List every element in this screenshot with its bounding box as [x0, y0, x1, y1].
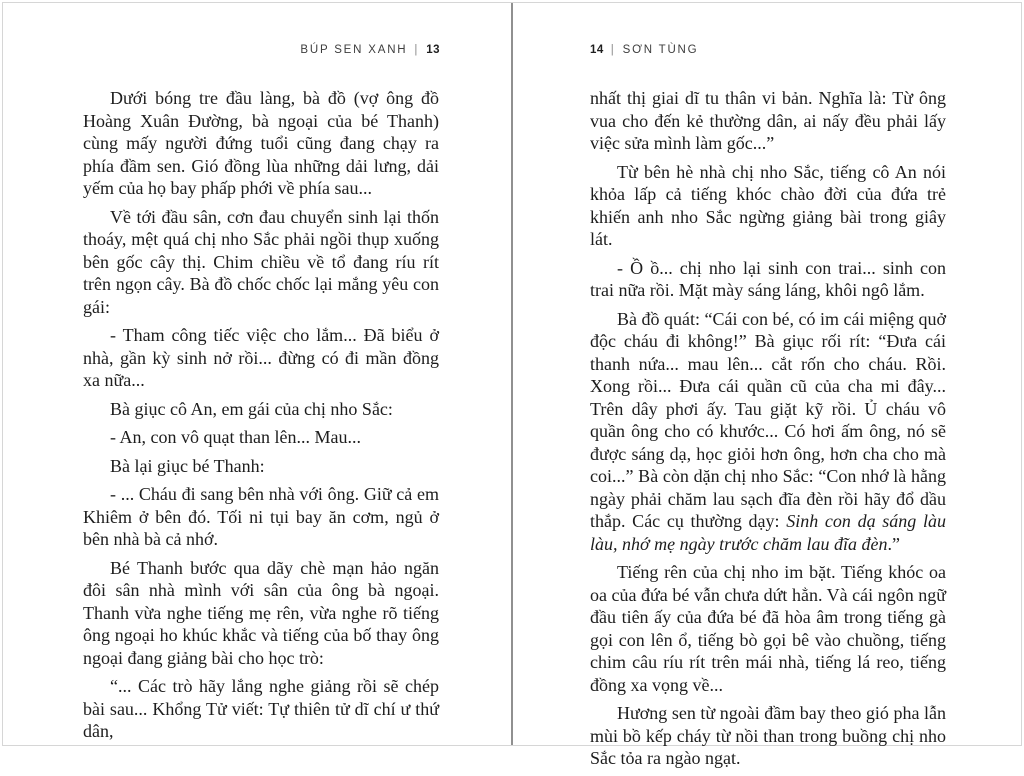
- paragraph: - Tham công tiếc việc cho lắm... Đã biểu ở nhà, gần kỳ sinh nở rồi... đừng có đi mần đồng xa nữa...: [83, 325, 439, 390]
- page-right: [513, 3, 1021, 768]
- paragraph: Tiếng rên của chị nho im bặt. Tiếng khóc oa oa của đứa bé vẫn chưa dứt hẳn. Và cái ngôn ngữ đầu tiên ấy của đứa bé đã hòa âm trong tiếng gà gọi con lên ổ, tiếng bò gọi bê vào chuồng, tiếng chim câu ríu rít trên mái nhà, tiếng lá reo, tiếng đồng xa vọng về...: [590, 562, 946, 695]
- page-left: [3, 3, 511, 745]
- quote-text-after: .”: [887, 533, 900, 554]
- book-title: BÚP SEN XANH: [300, 44, 408, 56]
- page-number-left: 13: [426, 44, 440, 56]
- right-page-text: [590, 87, 946, 776]
- paragraph: “... Các trò hãy lắng nghe giảng rồi sẽ chép bài sau... Khổng Tử viết: Tự thiên tử dĩ chí ư thứ dân,: [83, 676, 439, 741]
- header-separator: |: [610, 44, 616, 56]
- paragraph: Dưới bóng tre đầu làng, bà đồ (vợ ông đồ Hoàng Xuân Đường, bà ngoại của bé Thanh) cùng mấy người đứng tuổi cũng đang chạy ra phía đầm sen. Gió đồng lùa những dải lưng, dải yếm của họ bay phấp phới về phía sau...: [83, 88, 439, 198]
- paragraph-with-quote: [590, 308, 946, 556]
- paragraph: Về tới đầu sân, cơn đau chuyển sinh lại thốn thoáy, mệt quá chị nho Sắc phải ngồi thụp xuống bên gốc cây thị. Chim chiều về tổ đang ríu rít trên ngọn cây. Bà đồ chốc chốc lại mắng yêu con gái:: [83, 206, 439, 317]
- paragraph: Bé Thanh bước qua dãy chè mạn hảo ngăn đôi sân nhà mình với sân của ông bà ngoại. Thanh vừa nghe tiếng mẹ rên, vừa nghe rõ tiếng ông ngoại ho khúc khắc và tiếng của bố thay ông ngoại đang giảng bài cho học trò:: [83, 557, 439, 668]
- page-number-right: 14: [590, 44, 604, 56]
- book-spread: [2, 2, 1022, 768]
- author-name: SƠN TÙNG: [622, 44, 699, 56]
- header-separator: |: [414, 44, 420, 56]
- paragraph: - ... Cháu đi sang bên nhà với ông. Giữ cả em Khiêm ở bên đó. Tối ni tụi bay ăn cơm, ngủ ở bên nhà bà cả nhớ.: [83, 484, 439, 549]
- paragraph-continuation: nhất thị giai dĩ tu thân vi bản. Nghĩa là: Từ ông vua cho đến kẻ thường dân, ai nấy đều phải lấy việc sửa mình làm gốc...”: [590, 88, 946, 153]
- left-page-text: [83, 87, 439, 749]
- right-running-header: [590, 44, 698, 56]
- paragraph: Bà lại giục bé Thanh:: [110, 455, 265, 476]
- quote-text-before: Bà đồ quát: “Cái con bé, có im cái miệng quở độc cháu đi không!” Bà giục rối rít: “Đưa cái thanh nứa... mau lên... cắt rốn cho cháu. Rồi. Xong rồi... Đưa cái quần cũ của cha mi đây... Trên dây phơi ấy. Tau giặt kỹ rồi. Ủ cháu vô quần ông cho có khước... Có hơi ấm ông, nó sẽ được sáng dạ, học giỏi hơn ông, hơn cha cho mà coi...” Bà còn dặn chị nho Sắc: “Con nhớ là hằng ngày phải chăm lau sạch đĩa đèn rồi hãy đổ dầu thắp. Các cụ thường dạy:: [590, 308, 946, 531]
- paragraph: Hương sen từ ngoài đầm bay theo gió pha lẫn mùi bồ kếp cháy từ nồi than trong buồng chị nho Sắc tỏa ra ngào ngạt.: [590, 703, 946, 768]
- left-running-header: [300, 44, 440, 56]
- paragraph: Bà giục cô An, em gái của chị nho Sắc:: [110, 398, 393, 419]
- paragraph: Từ bên hè nhà chị nho Sắc, tiếng cô An nói khỏa lấp cả tiếng khóc chào đời của đứa trẻ khiến anh nho Sắc ngừng giảng bài trong giây lát.: [590, 161, 946, 249]
- paragraph: - An, con vô quạt than lên... Mau...: [110, 427, 361, 447]
- italic-proverb: Sinh con dạ sáng làu làu, nhớ mẹ ngày trước chăm lau đĩa đèn: [590, 511, 946, 554]
- paragraph: - Ồ ồ... chị nho lại sinh con trai... sinh con trai nữa rồi. Mặt mày sáng láng, khôi ngô lắm.: [590, 257, 946, 300]
